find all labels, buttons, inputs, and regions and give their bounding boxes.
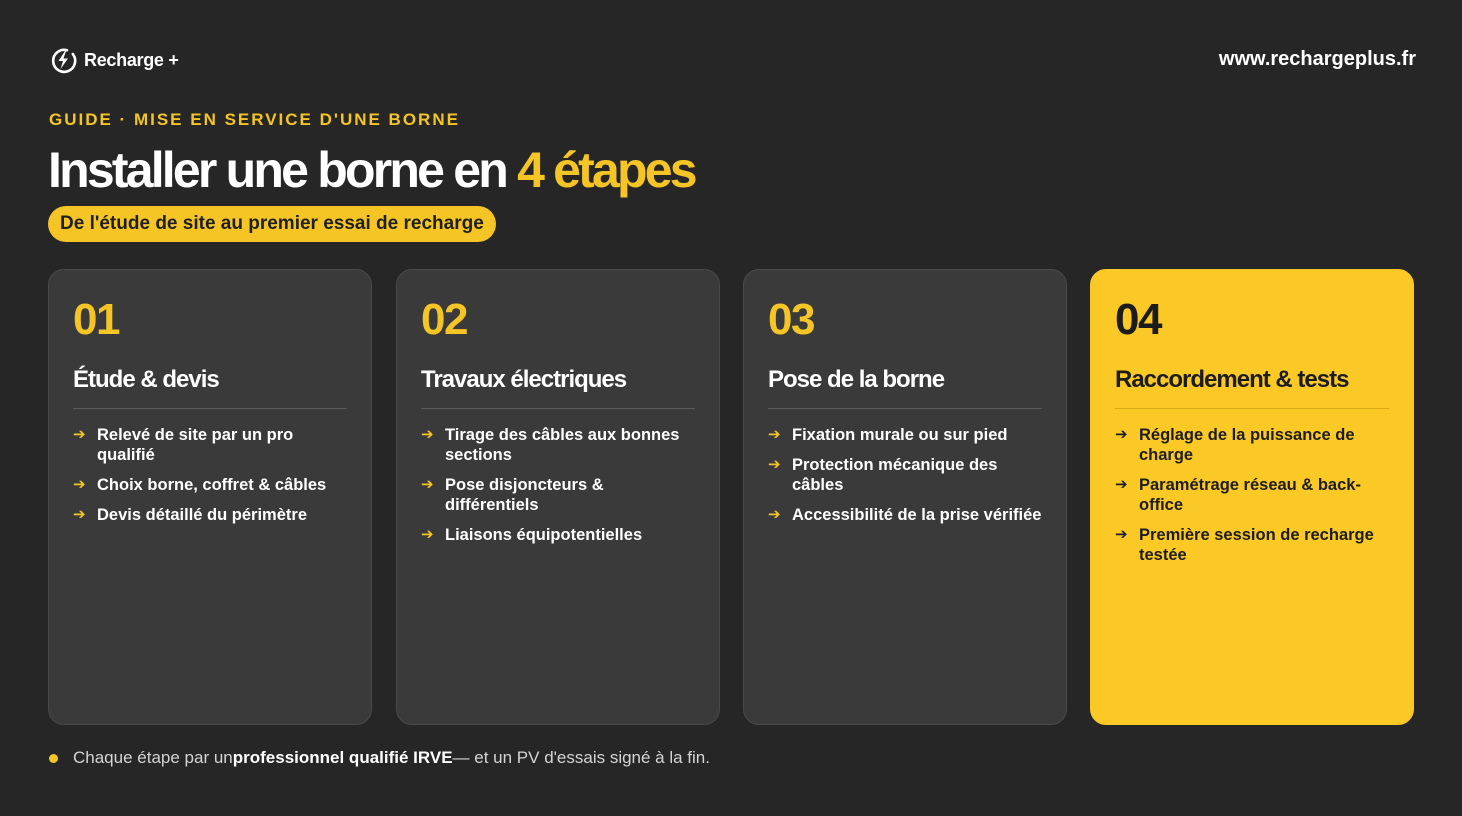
arrow-right-icon: ➔ bbox=[768, 426, 781, 443]
page-title bbox=[48, 140, 695, 200]
arrow-right-icon: ➔ bbox=[1115, 476, 1128, 493]
step-item-text: Relevé de site par un pro qualifié bbox=[97, 426, 294, 464]
arrow-right-icon: ➔ bbox=[73, 476, 86, 493]
arrow-right-icon: ➔ bbox=[421, 426, 434, 443]
step-item-list bbox=[768, 425, 1042, 525]
step-item bbox=[768, 425, 1042, 445]
step-item bbox=[768, 455, 1042, 495]
step-item bbox=[421, 475, 695, 515]
arrow-right-icon: ➔ bbox=[768, 506, 781, 523]
step-item-text: Première session de recharge testée bbox=[1139, 526, 1374, 564]
step-item-text: Tirage des câbles aux bonnes sections bbox=[445, 426, 680, 464]
step-item-text: Liaisons équipotentielles bbox=[445, 526, 643, 544]
step-card-4 bbox=[1090, 269, 1414, 725]
step-item-list bbox=[421, 425, 695, 545]
step-item-text: Devis détaillé du périmètre bbox=[97, 506, 307, 524]
eyebrow-label: GUIDE · MISE EN SERVICE D'UNE BORNE bbox=[49, 110, 460, 129]
step-item-list bbox=[1115, 425, 1389, 565]
step-title: Raccordement & tests bbox=[1115, 362, 1389, 409]
arrow-right-icon: ➔ bbox=[421, 526, 434, 543]
step-item bbox=[73, 425, 347, 465]
step-item bbox=[1115, 425, 1389, 465]
step-title: Travaux électriques bbox=[421, 362, 695, 409]
arrow-right-icon: ➔ bbox=[73, 426, 86, 443]
step-item-text: Paramétrage réseau & back-office bbox=[1139, 476, 1361, 514]
step-card-2 bbox=[396, 269, 720, 725]
step-number: 03 bbox=[768, 295, 814, 344]
step-item-text: Choix borne, coffret & câbles bbox=[97, 476, 327, 494]
footer-text-strong: professionnel qualifié IRVE bbox=[232, 748, 453, 767]
dot-icon bbox=[49, 754, 58, 763]
step-card-1 bbox=[48, 269, 372, 725]
step-item bbox=[73, 505, 347, 525]
step-item-text: Réglage de la puissance de charge bbox=[1139, 426, 1355, 464]
step-item-text: Pose disjoncteurs & différentiels bbox=[445, 476, 604, 514]
page-title-main: Installer une borne en bbox=[48, 142, 518, 198]
step-item bbox=[421, 525, 695, 545]
arrow-right-icon: ➔ bbox=[1115, 526, 1128, 543]
footer-note bbox=[49, 748, 710, 768]
step-card-3 bbox=[743, 269, 1067, 725]
step-item bbox=[1115, 475, 1389, 515]
brand-logo bbox=[48, 45, 179, 75]
step-item-text: Fixation murale ou sur pied bbox=[792, 426, 1008, 444]
step-item bbox=[1115, 525, 1389, 565]
step-item bbox=[73, 475, 347, 495]
step-number: 02 bbox=[421, 295, 467, 344]
lightning-bolt-circle-icon bbox=[48, 45, 78, 75]
arrow-right-icon: ➔ bbox=[1115, 426, 1128, 443]
footer-text-after: — et un PV d'essais signé à la fin. bbox=[452, 748, 710, 767]
step-item bbox=[768, 505, 1042, 525]
arrow-right-icon: ➔ bbox=[421, 476, 434, 493]
brand-name: Recharge + bbox=[84, 49, 179, 70]
step-item-list bbox=[73, 425, 347, 525]
step-item-text: Protection mécanique des câbles bbox=[792, 456, 998, 494]
step-number: 01 bbox=[73, 295, 119, 344]
step-item-text: Accessibilité de la prise vérifiée bbox=[792, 506, 1042, 524]
footer-text-before: Chaque étape par un bbox=[73, 748, 233, 767]
subtitle-pill: De l'étude de site au premier essai de recharge bbox=[48, 206, 496, 242]
step-title: Étude & devis bbox=[73, 362, 347, 409]
arrow-right-icon: ➔ bbox=[73, 506, 86, 523]
arrow-right-icon: ➔ bbox=[768, 456, 781, 473]
step-title: Pose de la borne bbox=[768, 362, 1042, 409]
site-url: www.rechargeplus.fr bbox=[1218, 48, 1416, 70]
step-number: 04 bbox=[1115, 295, 1161, 344]
step-item bbox=[421, 425, 695, 465]
page-title-accent: 4 étapes bbox=[517, 142, 695, 198]
